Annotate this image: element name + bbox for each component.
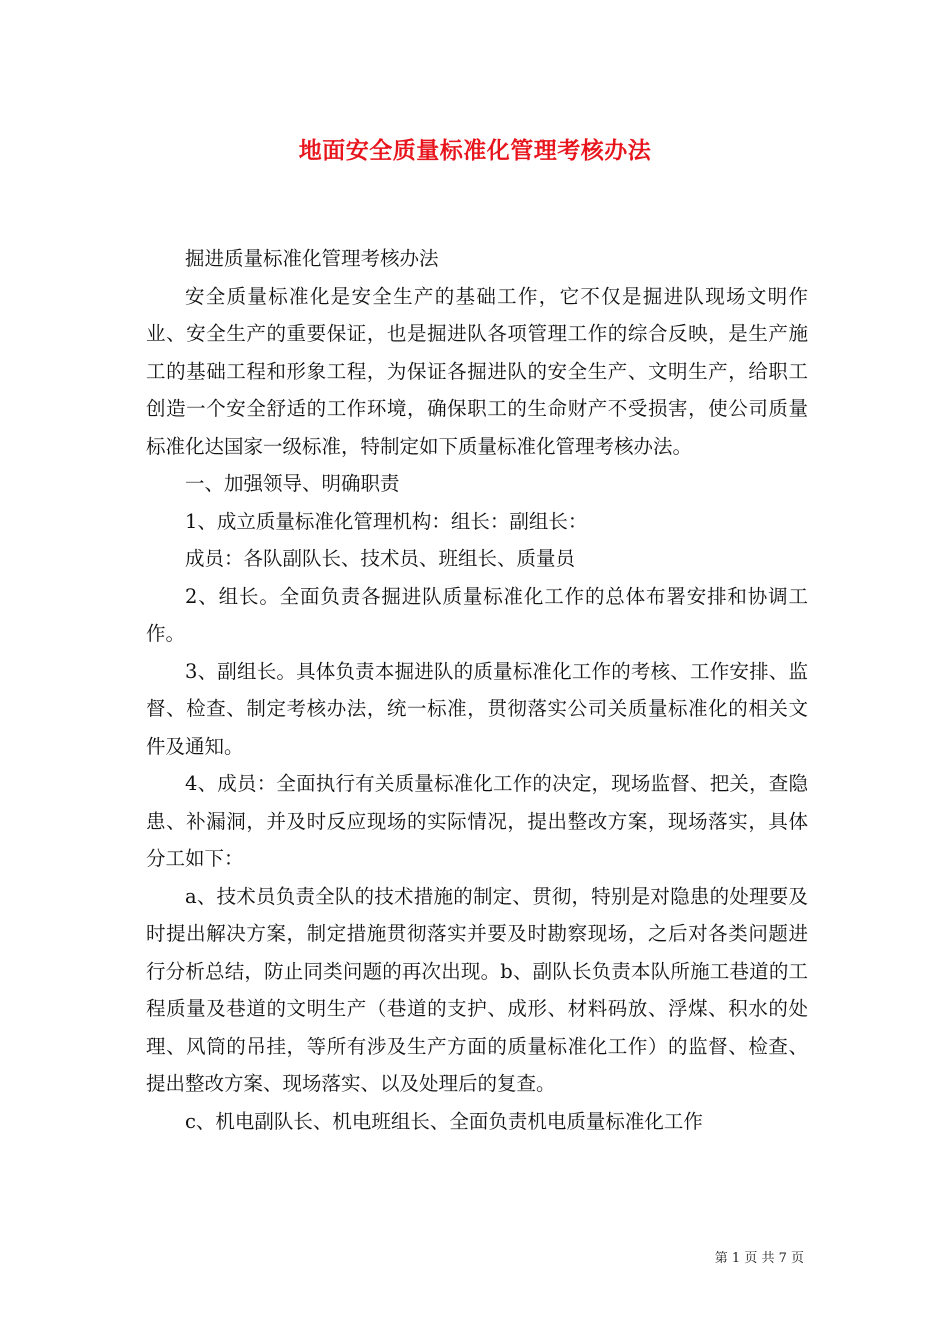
document-body: [146, 240, 808, 1140]
paragraph-item-4: 4、成员：全面执行有关质量标准化工作的决定，现场监督、把关，查隐患、补漏洞，并及时反应现场的实际情况，提出整改方案，现场落实，具体分工如下：: [146, 772, 808, 870]
paragraph-members: 成员：各队副队长、技术员、班组长、质量员: [185, 547, 576, 570]
paragraph-item-1: 1、成立质量标准化管理机构：组长：副组长：: [185, 509, 588, 533]
page-number: 第 1 页 共 7 页: [714, 1251, 804, 1266]
document-title: 地面安全质量标准化管理考核办法: [298, 138, 652, 164]
section-heading: 掘进质量标准化管理考核办法: [185, 247, 439, 270]
paragraph-intro: 安全质量标准化是安全生产的基础工作，它不仅是掘进队现场文明作业、安全生产的重要保证，也是掘进队各项管理工作的综合反映，是生产施工的基础工程和形象工程，为保证各掘进队的安全生产、文明生产，给职工创造一个安全舒适的工作环境，确保职工的生命财产不受损害，使公司质量标准化达国家一级标准，特制定如下质量标准化管理考核办法。: [146, 284, 808, 458]
paragraph-item-c: c、机电副队长、机电班组长、全面负责机电质量标准化工作: [185, 1109, 703, 1133]
paragraph-item-2: 2、组长。全面负责各掘进队质量标准化工作的总体布署安排和协调工作。: [146, 584, 808, 645]
paragraph-item-3: 3、副组长。具体负责本掘进队的质量标准化工作的考核、工作安排、监督、检查、制定考核办法，统一标准，贯彻落实公司关质量标准化的相关文件及通知。: [146, 659, 808, 758]
paragraph-heading-1: 一、加强领导、明确职责: [185, 472, 400, 495]
paragraph-item-a: a、技术员负责全队的技术措施的制定、贯彻，特别是对隐患的处理要及时提出解决方案，制定措施贯彻落实并要及时勘察现场，之后对各类问题进行分析总结，防止同类问题的再次出现。b、副队长负责本队所施工巷道的工程质量及巷道的文明生产（巷道的支护、成形、材料码放、浮煤、积水的处理、风筒的吊挂，等所有涉及生产方面的质量标准化工作）的监督、检查、提出整改方案、现场落实、以及处理后的复查。: [146, 884, 808, 1095]
